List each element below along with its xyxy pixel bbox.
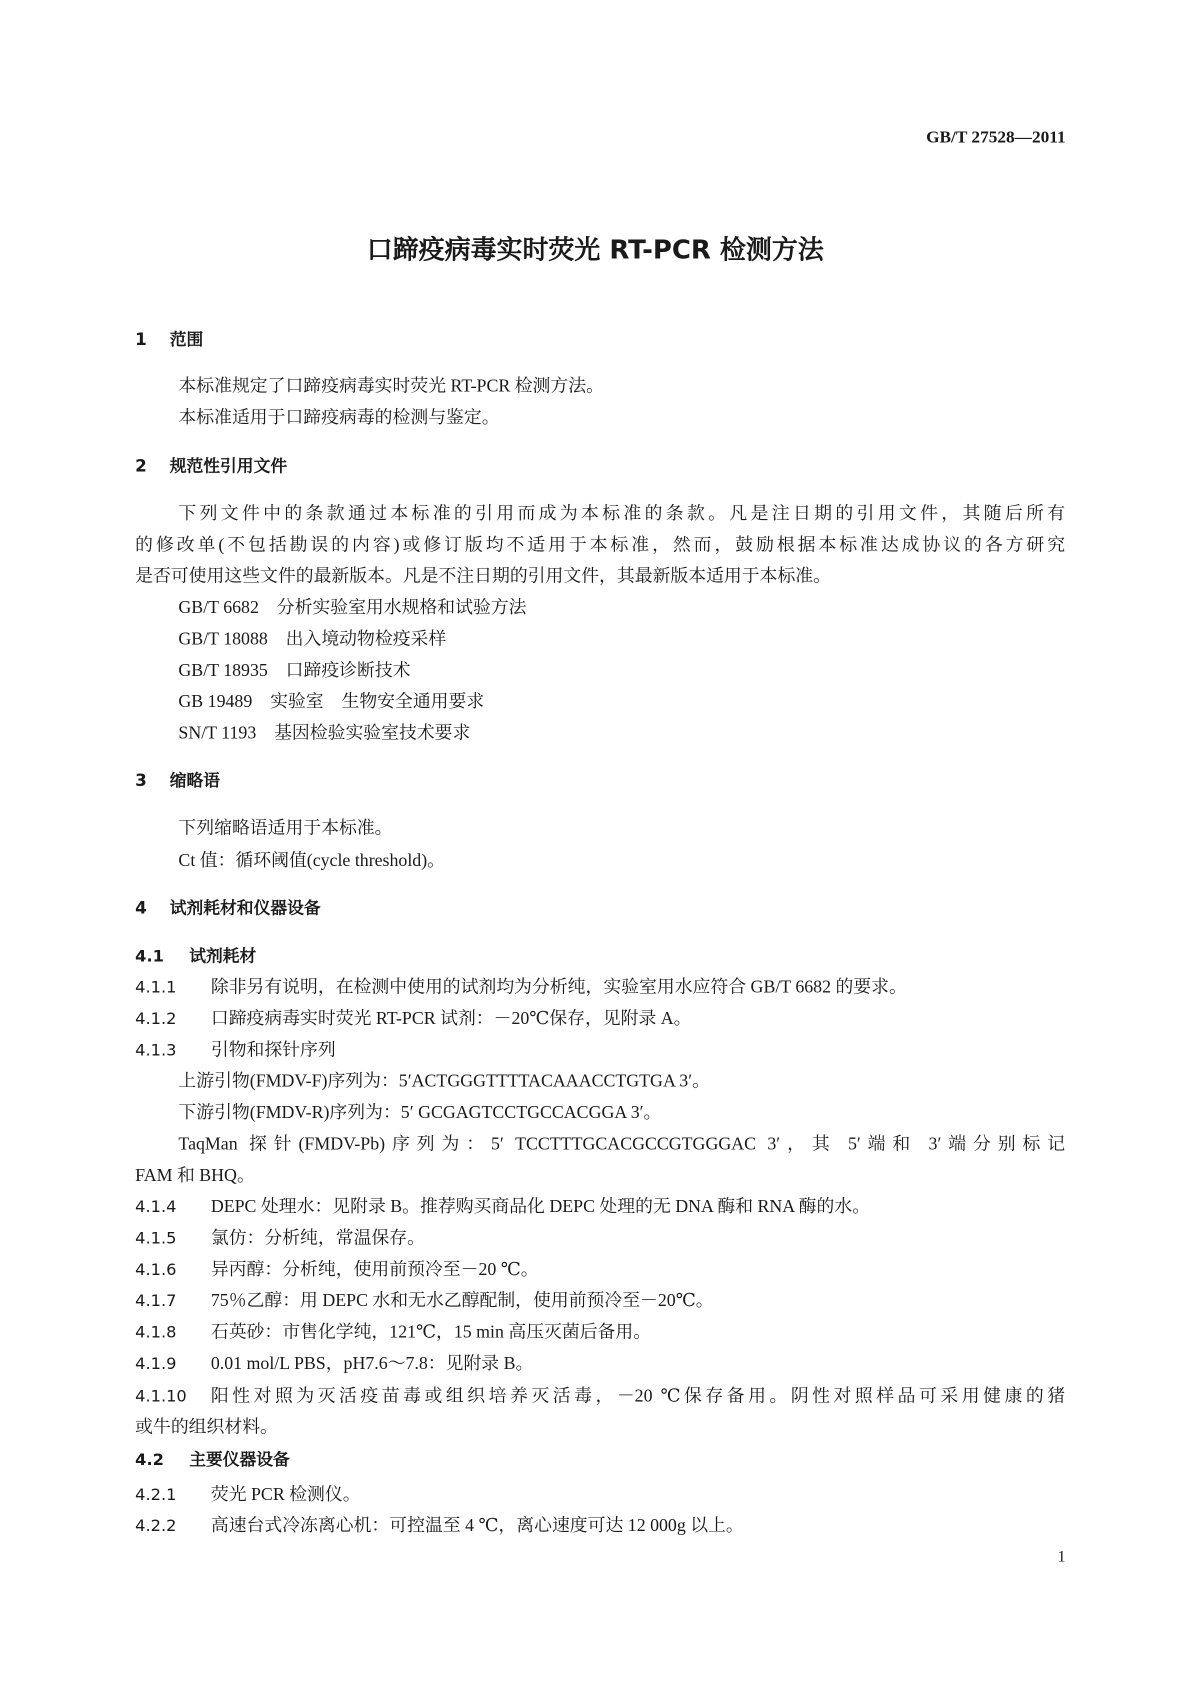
section-3-heading: 3 缩略语 — [135, 770, 221, 791]
clause-item-cont: 或牛的组织材料。 — [135, 1416, 278, 1438]
primer-sequence: 下游引物(FMDV-R)序列为：5′ GCGAGTCCTGCCACGGA 3′。 — [178, 1101, 662, 1123]
reference-item: GB/T 18088 出入境动物检疫采样 — [178, 628, 447, 649]
section-4-heading: 4 试剂耗材和仪器设备 — [135, 898, 321, 919]
clause-item: 4.1.7 75％乙醇：用 DEPC 水和无水乙醇配制，使用前预冷至－20℃。 — [135, 1289, 714, 1311]
clause-item: 4.2.1 荧光 PCR 检测仪。 — [135, 1483, 361, 1505]
paragraph: 下列缩略语适用于本标准。 — [178, 817, 393, 839]
clause-item: 4.1.9 0.01 mol/L PBS，pH7.6～7.8：见附录 B。 — [135, 1352, 534, 1374]
section-1-heading: 1 范围 — [135, 329, 204, 350]
reference-item: GB/T 6682 分析实验室用水规格和试验方法 — [178, 596, 527, 618]
clause-item: 4.1.5 氯仿：分析纯，常温保存。 — [135, 1227, 425, 1248]
section-4-1-heading: 4.1 试剂耗材 — [135, 946, 257, 966]
reference-item: GB 19489 实验室 生物安全通用要求 — [178, 690, 485, 712]
clause-item: 4.1.4 DEPC 处理水：见附录 B。推荐购买商品化 DEPC 处理的无 DNA 酶和 RNA 酶的水。 — [135, 1195, 871, 1217]
clause-item: 4.1.6 异丙醇：分析纯，使用前预冷至－20 ℃。 — [135, 1258, 539, 1280]
paragraph-line: 的修改单(不包括勘误的内容)或修订版均不适用于本标准，然而，鼓励根据本标准达成协议的各方研究 — [135, 534, 1066, 555]
standard-code: GB/T 27528—2011 — [926, 128, 1066, 148]
paragraph-line: 是否可使用这些文件的最新版本。凡是不注日期的引用文件，其最新版本适用于本标准。 — [135, 565, 831, 587]
paragraph: Ct 值：循环阈值(cycle threshold)。 — [178, 849, 446, 871]
clause-item: 4.1.10 阳性对照为灭活疫苗毒或组织培养灭活毒，－20 ℃保存备用。阴性对照样品可采用健康的猪 — [135, 1385, 1066, 1406]
section-2-heading: 2 规范性引用文件 — [135, 456, 288, 476]
paragraph-line: 下列文件中的条款通过本标准的引用而成为本标准的条款。凡是注日期的引用文件，其随后所有 — [178, 502, 1066, 524]
document-title: 口蹄疫病毒实时荧光 RT-PCR 检测方法 — [366, 234, 824, 265]
page-number: 1 — [1057, 1548, 1066, 1566]
probe-sequence-cont: FAM 和 BHQ。 — [135, 1164, 255, 1186]
probe-sequence: TaqMan 探针(FMDV-Pb)序列为：5′ TCCTTTGCACGCCGTGGGAC 3′，其 5′端和 3′端分别标记 — [178, 1133, 1066, 1154]
paragraph: 本标准适用于口蹄疫病毒的检测与鉴定。 — [178, 406, 500, 428]
section-4-2-heading: 4.2 主要仪器设备 — [135, 1450, 290, 1470]
reference-item: GB/T 18935 口蹄疫诊断技术 — [178, 659, 411, 681]
clause-item: 4.1.2 口蹄疫病毒实时荧光 RT-PCR 试剂：－20℃保存，见附录 A。 — [135, 1007, 692, 1029]
clause-item: 4.1.8 石英砂：市售化学纯，121℃，15 min 高压灭菌后备用。 — [135, 1321, 652, 1342]
reference-item: SN/T 1193 基因检验实验室技术要求 — [178, 722, 471, 743]
clause-item: 4.1.3 引物和探针序列 — [135, 1039, 336, 1060]
clause-item: 4.1.1 除非另有说明，在检测中使用的试剂均为分析纯，实验室用水应符合 GB/T 6682 的要求。 — [135, 976, 907, 997]
paragraph: 本标准规定了口蹄疫病毒实时荧光 RT-PCR 检测方法。 — [178, 375, 604, 396]
clause-item: 4.2.2 高速台式冷冻离心机：可控温至 4 ℃，离心速度可达 12 000g 以上。 — [135, 1514, 744, 1536]
primer-sequence: 上游引物(FMDV-F)序列为：5′ACTGGGTTTTACAAACCTGTGA 3′。 — [178, 1070, 710, 1092]
